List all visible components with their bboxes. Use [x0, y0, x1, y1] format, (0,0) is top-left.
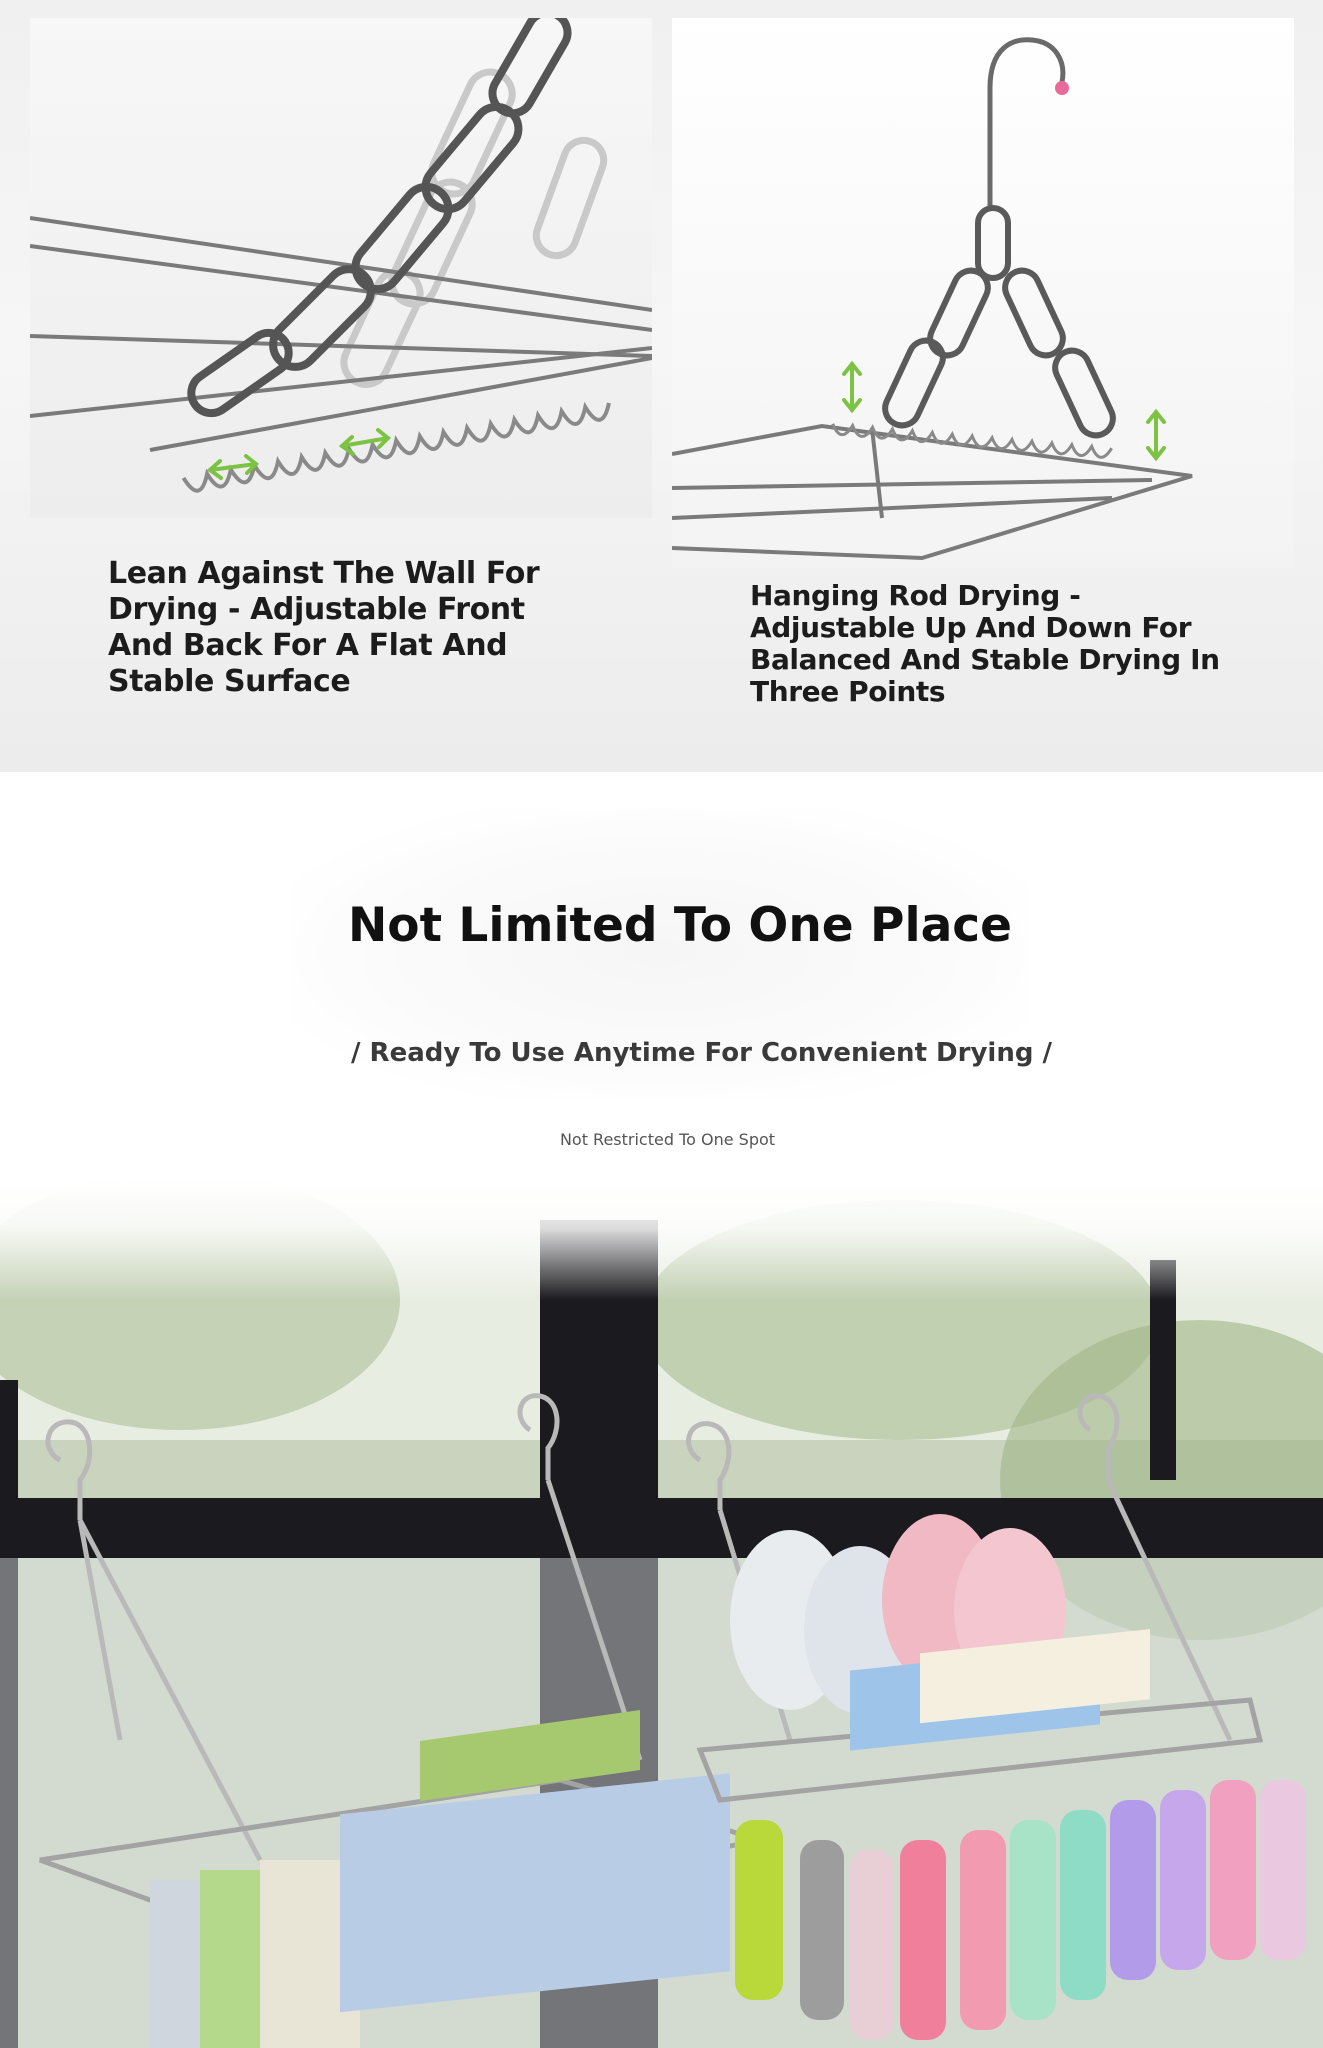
- balcony-drying-photo: [0, 1180, 1323, 2048]
- hanging-rod-caption: Hanging Rod Drying - Adjustable Up And Down For Balanced And Stable Drying In Three Points: [750, 579, 1220, 708]
- note-not-restricted: Not Restricted To One Spot: [559, 1130, 776, 1149]
- wall-lean-image: [30, 18, 652, 518]
- section-headline: Not Limited To One Place: [347, 898, 1013, 953]
- hanging-chains: [880, 208, 1119, 441]
- rack-frame: [672, 426, 1192, 558]
- section-subheadline: / Ready To Use Anytime For Convenient Drying /: [351, 1038, 1052, 1068]
- hanging-rod-image: [672, 18, 1294, 568]
- wall-lean-caption: Lean Against The Wall For Drying - Adjustable Front And Back For A Flat And Stable Surface: [108, 556, 540, 699]
- front-chain: [183, 18, 574, 421]
- height-arrows: [844, 364, 1164, 458]
- photo-top-fade: [0, 1180, 1323, 1300]
- hook-tip: [1055, 81, 1069, 95]
- zigzag-rail: [183, 403, 611, 493]
- hook: [990, 40, 1063, 208]
